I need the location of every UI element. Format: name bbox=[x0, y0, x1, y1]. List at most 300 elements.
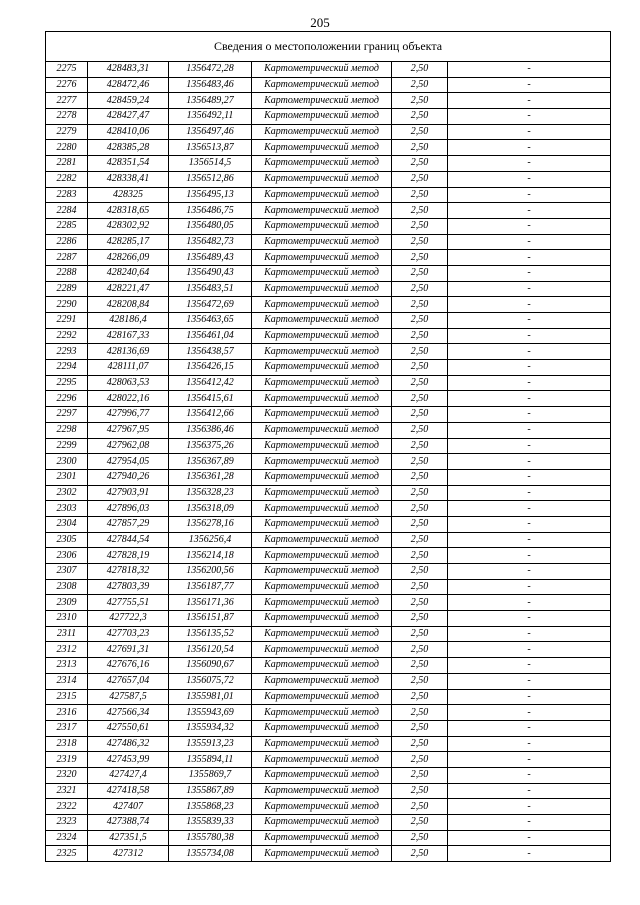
y-coordinate-cell: 1356075,72 bbox=[169, 673, 252, 689]
description-cell: - bbox=[448, 767, 611, 783]
method-cell: Картометрический метод bbox=[252, 469, 392, 485]
point-number-cell: 2306 bbox=[46, 548, 88, 564]
method-cell: Картометрический метод bbox=[252, 93, 392, 109]
table-row bbox=[46, 124, 611, 140]
point-number-cell: 2300 bbox=[46, 454, 88, 470]
table-row bbox=[46, 611, 611, 627]
y-coordinate-cell: 1356492,11 bbox=[169, 109, 252, 125]
x-coordinate-cell: 428318,65 bbox=[88, 203, 169, 219]
point-number-cell: 2283 bbox=[46, 187, 88, 203]
x-coordinate-cell: 427996,77 bbox=[88, 407, 169, 423]
y-coordinate-cell: 1355981,01 bbox=[169, 689, 252, 705]
accuracy-cell: 2,50 bbox=[392, 281, 448, 297]
table-row bbox=[46, 93, 611, 109]
description-cell: - bbox=[448, 375, 611, 391]
x-coordinate-cell: 428111,07 bbox=[88, 360, 169, 376]
description-cell: - bbox=[448, 360, 611, 376]
method-cell: Картометрический метод bbox=[252, 595, 392, 611]
method-cell: Картометрический метод bbox=[252, 391, 392, 407]
point-number-cell: 2290 bbox=[46, 297, 88, 313]
description-cell: - bbox=[448, 124, 611, 140]
x-coordinate-cell: 427844,54 bbox=[88, 532, 169, 548]
accuracy-cell: 2,50 bbox=[392, 658, 448, 674]
y-coordinate-cell: 1356375,26 bbox=[169, 438, 252, 454]
accuracy-cell: 2,50 bbox=[392, 815, 448, 831]
point-number-cell: 2321 bbox=[46, 783, 88, 799]
x-coordinate-cell: 428240,64 bbox=[88, 265, 169, 281]
x-coordinate-cell: 428410,06 bbox=[88, 124, 169, 140]
x-coordinate-cell: 428221,47 bbox=[88, 281, 169, 297]
x-coordinate-cell: 427940,26 bbox=[88, 469, 169, 485]
point-number-cell: 2282 bbox=[46, 171, 88, 187]
x-coordinate-cell: 427566,34 bbox=[88, 705, 169, 721]
description-cell: - bbox=[448, 250, 611, 266]
description-cell: - bbox=[448, 815, 611, 831]
accuracy-cell: 2,50 bbox=[392, 203, 448, 219]
accuracy-cell: 2,50 bbox=[392, 297, 448, 313]
table-row bbox=[46, 595, 611, 611]
table-row bbox=[46, 705, 611, 721]
point-number-cell: 2284 bbox=[46, 203, 88, 219]
x-coordinate-cell: 427550,61 bbox=[88, 720, 169, 736]
accuracy-cell: 2,50 bbox=[392, 422, 448, 438]
description-cell: - bbox=[448, 532, 611, 548]
point-number-cell: 2280 bbox=[46, 140, 88, 156]
x-coordinate-cell: 427657,04 bbox=[88, 673, 169, 689]
y-coordinate-cell: 1356486,75 bbox=[169, 203, 252, 219]
method-cell: Картометрический метод bbox=[252, 673, 392, 689]
method-cell: Картометрический метод bbox=[252, 485, 392, 501]
method-cell: Картометрический метод bbox=[252, 548, 392, 564]
y-coordinate-cell: 1356278,16 bbox=[169, 516, 252, 532]
y-coordinate-cell: 1356318,09 bbox=[169, 501, 252, 517]
table-row bbox=[46, 626, 611, 642]
description-cell: - bbox=[448, 93, 611, 109]
method-cell: Картометрический метод bbox=[252, 799, 392, 815]
x-coordinate-cell: 427486,32 bbox=[88, 736, 169, 752]
x-coordinate-cell: 427903,91 bbox=[88, 485, 169, 501]
method-cell: Картометрический метод bbox=[252, 454, 392, 470]
table-row bbox=[46, 250, 611, 266]
y-coordinate-cell: 1356482,73 bbox=[169, 234, 252, 250]
method-cell: Картометрический метод bbox=[252, 187, 392, 203]
y-coordinate-cell: 1356200,56 bbox=[169, 564, 252, 580]
x-coordinate-cell: 428266,09 bbox=[88, 250, 169, 266]
description-cell: - bbox=[448, 109, 611, 125]
accuracy-cell: 2,50 bbox=[392, 171, 448, 187]
y-coordinate-cell: 1356472,69 bbox=[169, 297, 252, 313]
method-cell: Картометрический метод bbox=[252, 77, 392, 93]
point-number-cell: 2291 bbox=[46, 313, 88, 329]
x-coordinate-cell: 427722,3 bbox=[88, 611, 169, 627]
table-row bbox=[46, 783, 611, 799]
accuracy-cell: 2,50 bbox=[392, 93, 448, 109]
table-row bbox=[46, 548, 611, 564]
y-coordinate-cell: 1356120,54 bbox=[169, 642, 252, 658]
accuracy-cell: 2,50 bbox=[392, 611, 448, 627]
point-number-cell: 2324 bbox=[46, 830, 88, 846]
x-coordinate-cell: 427388,74 bbox=[88, 815, 169, 831]
y-coordinate-cell: 1356512,86 bbox=[169, 171, 252, 187]
point-number-cell: 2288 bbox=[46, 265, 88, 281]
table-row bbox=[46, 673, 611, 689]
table-row bbox=[46, 720, 611, 736]
description-cell: - bbox=[448, 344, 611, 360]
description-cell: - bbox=[448, 218, 611, 234]
point-number-cell: 2287 bbox=[46, 250, 88, 266]
y-coordinate-cell: 1356328,23 bbox=[169, 485, 252, 501]
y-coordinate-cell: 1356367,89 bbox=[169, 454, 252, 470]
x-coordinate-cell: 428186,4 bbox=[88, 313, 169, 329]
method-cell: Картометрический метод bbox=[252, 62, 392, 78]
point-number-cell: 2289 bbox=[46, 281, 88, 297]
table-row bbox=[46, 203, 611, 219]
table-body bbox=[46, 32, 611, 862]
method-cell: Картометрический метод bbox=[252, 658, 392, 674]
point-number-cell: 2303 bbox=[46, 501, 88, 517]
method-cell: Картометрический метод bbox=[252, 830, 392, 846]
y-coordinate-cell: 1356412,66 bbox=[169, 407, 252, 423]
accuracy-cell: 2,50 bbox=[392, 234, 448, 250]
method-cell: Картометрический метод bbox=[252, 313, 392, 329]
description-cell: - bbox=[448, 171, 611, 187]
table-row bbox=[46, 171, 611, 187]
description-cell: - bbox=[448, 203, 611, 219]
point-number-cell: 2301 bbox=[46, 469, 88, 485]
y-coordinate-cell: 1356361,28 bbox=[169, 469, 252, 485]
x-coordinate-cell: 427857,29 bbox=[88, 516, 169, 532]
y-coordinate-cell: 1356489,43 bbox=[169, 250, 252, 266]
y-coordinate-cell: 1356495,13 bbox=[169, 187, 252, 203]
description-cell: - bbox=[448, 705, 611, 721]
table-row bbox=[46, 767, 611, 783]
y-coordinate-cell: 1356135,52 bbox=[169, 626, 252, 642]
method-cell: Картометрический метод bbox=[252, 407, 392, 423]
point-number-cell: 2294 bbox=[46, 360, 88, 376]
accuracy-cell: 2,50 bbox=[392, 156, 448, 172]
point-number-cell: 2314 bbox=[46, 673, 88, 689]
x-coordinate-cell: 427691,31 bbox=[88, 642, 169, 658]
description-cell: - bbox=[448, 579, 611, 595]
x-coordinate-cell: 427803,39 bbox=[88, 579, 169, 595]
accuracy-cell: 2,50 bbox=[392, 642, 448, 658]
y-coordinate-cell: 1356386,46 bbox=[169, 422, 252, 438]
y-coordinate-cell: 1356171,36 bbox=[169, 595, 252, 611]
table-row bbox=[46, 218, 611, 234]
method-cell: Картометрический метод bbox=[252, 815, 392, 831]
description-cell: - bbox=[448, 846, 611, 862]
table-row bbox=[46, 328, 611, 344]
table-row bbox=[46, 516, 611, 532]
accuracy-cell: 2,50 bbox=[392, 564, 448, 580]
table-row bbox=[46, 846, 611, 862]
y-coordinate-cell: 1356497,46 bbox=[169, 124, 252, 140]
x-coordinate-cell: 427896,03 bbox=[88, 501, 169, 517]
accuracy-cell: 2,50 bbox=[392, 579, 448, 595]
method-cell: Картометрический метод bbox=[252, 579, 392, 595]
accuracy-cell: 2,50 bbox=[392, 720, 448, 736]
table-row bbox=[46, 658, 611, 674]
table-row bbox=[46, 438, 611, 454]
point-number-cell: 2302 bbox=[46, 485, 88, 501]
x-coordinate-cell: 427676,16 bbox=[88, 658, 169, 674]
x-coordinate-cell: 427967,95 bbox=[88, 422, 169, 438]
point-number-cell: 2320 bbox=[46, 767, 88, 783]
table-row bbox=[46, 156, 611, 172]
description-cell: - bbox=[448, 673, 611, 689]
x-coordinate-cell: 427587,5 bbox=[88, 689, 169, 705]
point-number-cell: 2312 bbox=[46, 642, 88, 658]
y-coordinate-cell: 1355934,32 bbox=[169, 720, 252, 736]
method-cell: Картометрический метод bbox=[252, 328, 392, 344]
y-coordinate-cell: 1356090,67 bbox=[169, 658, 252, 674]
description-cell: - bbox=[448, 62, 611, 78]
y-coordinate-cell: 1356412,42 bbox=[169, 375, 252, 391]
description-cell: - bbox=[448, 626, 611, 642]
y-coordinate-cell: 1356483,46 bbox=[169, 77, 252, 93]
y-coordinate-cell: 1355734,08 bbox=[169, 846, 252, 862]
accuracy-cell: 2,50 bbox=[392, 344, 448, 360]
table-row bbox=[46, 391, 611, 407]
table-row bbox=[46, 736, 611, 752]
accuracy-cell: 2,50 bbox=[392, 469, 448, 485]
description-cell: - bbox=[448, 720, 611, 736]
description-cell: - bbox=[448, 438, 611, 454]
method-cell: Картометрический метод bbox=[252, 611, 392, 627]
method-cell: Картометрический метод bbox=[252, 705, 392, 721]
method-cell: Картометрический метод bbox=[252, 767, 392, 783]
accuracy-cell: 2,50 bbox=[392, 548, 448, 564]
table-row bbox=[46, 62, 611, 78]
point-number-cell: 2296 bbox=[46, 391, 88, 407]
table-row bbox=[46, 140, 611, 156]
accuracy-cell: 2,50 bbox=[392, 830, 448, 846]
table-row bbox=[46, 407, 611, 423]
method-cell: Картометрический метод bbox=[252, 218, 392, 234]
table-row bbox=[46, 454, 611, 470]
method-cell: Картометрический метод bbox=[252, 109, 392, 125]
table-row bbox=[46, 579, 611, 595]
point-number-cell: 2276 bbox=[46, 77, 88, 93]
method-cell: Картометрический метод bbox=[252, 344, 392, 360]
method-cell: Картометрический метод bbox=[252, 265, 392, 281]
point-number-cell: 2292 bbox=[46, 328, 88, 344]
y-coordinate-cell: 1355943,69 bbox=[169, 705, 252, 721]
page-number: 205 bbox=[310, 15, 330, 30]
x-coordinate-cell: 428285,17 bbox=[88, 234, 169, 250]
y-coordinate-cell: 1356187,77 bbox=[169, 579, 252, 595]
table-row bbox=[46, 281, 611, 297]
y-coordinate-cell: 1355869,7 bbox=[169, 767, 252, 783]
description-cell: - bbox=[448, 297, 611, 313]
point-number-cell: 2308 bbox=[46, 579, 88, 595]
table-row bbox=[46, 799, 611, 815]
accuracy-cell: 2,50 bbox=[392, 595, 448, 611]
table-row bbox=[46, 815, 611, 831]
table-row bbox=[46, 375, 611, 391]
table-row bbox=[46, 830, 611, 846]
point-number-cell: 2278 bbox=[46, 109, 88, 125]
method-cell: Картометрический метод bbox=[252, 140, 392, 156]
accuracy-cell: 2,50 bbox=[392, 407, 448, 423]
y-coordinate-cell: 1356514,5 bbox=[169, 156, 252, 172]
table-row bbox=[46, 642, 611, 658]
y-coordinate-cell: 1356513,87 bbox=[169, 140, 252, 156]
point-number-cell: 2319 bbox=[46, 752, 88, 768]
point-number-cell: 2323 bbox=[46, 815, 88, 831]
accuracy-cell: 2,50 bbox=[392, 109, 448, 125]
x-coordinate-cell: 427312 bbox=[88, 846, 169, 862]
description-cell: - bbox=[448, 799, 611, 815]
description-cell: - bbox=[448, 422, 611, 438]
point-number-cell: 2307 bbox=[46, 564, 88, 580]
x-coordinate-cell: 428472,46 bbox=[88, 77, 169, 93]
y-coordinate-cell: 1355894,11 bbox=[169, 752, 252, 768]
table-row bbox=[46, 77, 611, 93]
description-cell: - bbox=[448, 391, 611, 407]
method-cell: Картометрический метод bbox=[252, 752, 392, 768]
accuracy-cell: 2,50 bbox=[392, 626, 448, 642]
description-cell: - bbox=[448, 313, 611, 329]
point-number-cell: 2304 bbox=[46, 516, 88, 532]
point-number-cell: 2305 bbox=[46, 532, 88, 548]
method-cell: Картометрический метод bbox=[252, 156, 392, 172]
table-row bbox=[46, 532, 611, 548]
point-number-cell: 2322 bbox=[46, 799, 88, 815]
point-number-cell: 2295 bbox=[46, 375, 88, 391]
accuracy-cell: 2,50 bbox=[392, 140, 448, 156]
table-row bbox=[46, 752, 611, 768]
boundary-coordinates-table bbox=[45, 31, 611, 862]
method-cell: Картометрический метод bbox=[252, 626, 392, 642]
x-coordinate-cell: 428167,33 bbox=[88, 328, 169, 344]
y-coordinate-cell: 1356472,28 bbox=[169, 62, 252, 78]
method-cell: Картометрический метод bbox=[252, 250, 392, 266]
accuracy-cell: 2,50 bbox=[392, 454, 448, 470]
accuracy-cell: 2,50 bbox=[392, 77, 448, 93]
point-number-cell: 2317 bbox=[46, 720, 88, 736]
accuracy-cell: 2,50 bbox=[392, 62, 448, 78]
x-coordinate-cell: 428338,41 bbox=[88, 171, 169, 187]
description-cell: - bbox=[448, 516, 611, 532]
accuracy-cell: 2,50 bbox=[392, 391, 448, 407]
table-row bbox=[46, 234, 611, 250]
accuracy-cell: 2,50 bbox=[392, 516, 448, 532]
y-coordinate-cell: 1355867,89 bbox=[169, 783, 252, 799]
description-cell: - bbox=[448, 140, 611, 156]
method-cell: Картометрический метод bbox=[252, 203, 392, 219]
x-coordinate-cell: 427407 bbox=[88, 799, 169, 815]
point-number-cell: 2299 bbox=[46, 438, 88, 454]
x-coordinate-cell: 428022,16 bbox=[88, 391, 169, 407]
description-cell: - bbox=[448, 77, 611, 93]
table-row bbox=[46, 564, 611, 580]
description-cell: - bbox=[448, 407, 611, 423]
description-cell: - bbox=[448, 485, 611, 501]
description-cell: - bbox=[448, 830, 611, 846]
accuracy-cell: 2,50 bbox=[392, 752, 448, 768]
point-number-cell: 2311 bbox=[46, 626, 88, 642]
method-cell: Картометрический метод bbox=[252, 438, 392, 454]
point-number-cell: 2277 bbox=[46, 93, 88, 109]
description-cell: - bbox=[448, 689, 611, 705]
table-row bbox=[46, 469, 611, 485]
description-cell: - bbox=[448, 595, 611, 611]
y-coordinate-cell: 1356463,65 bbox=[169, 313, 252, 329]
y-coordinate-cell: 1355868,23 bbox=[169, 799, 252, 815]
accuracy-cell: 2,50 bbox=[392, 250, 448, 266]
y-coordinate-cell: 1356256,4 bbox=[169, 532, 252, 548]
method-cell: Картометрический метод bbox=[252, 846, 392, 862]
accuracy-cell: 2,50 bbox=[392, 736, 448, 752]
accuracy-cell: 2,50 bbox=[392, 218, 448, 234]
y-coordinate-cell: 1355839,33 bbox=[169, 815, 252, 831]
y-coordinate-cell: 1355780,38 bbox=[169, 830, 252, 846]
accuracy-cell: 2,50 bbox=[392, 328, 448, 344]
description-cell: - bbox=[448, 454, 611, 470]
description-cell: - bbox=[448, 611, 611, 627]
accuracy-cell: 2,50 bbox=[392, 705, 448, 721]
method-cell: Картометрический метод bbox=[252, 642, 392, 658]
method-cell: Картометрический метод bbox=[252, 281, 392, 297]
accuracy-cell: 2,50 bbox=[392, 673, 448, 689]
description-cell: - bbox=[448, 658, 611, 674]
table-row bbox=[46, 313, 611, 329]
x-coordinate-cell: 427427,4 bbox=[88, 767, 169, 783]
description-cell: - bbox=[448, 783, 611, 799]
method-cell: Картометрический метод bbox=[252, 720, 392, 736]
x-coordinate-cell: 427828,19 bbox=[88, 548, 169, 564]
table-row bbox=[46, 109, 611, 125]
y-coordinate-cell: 1356415,61 bbox=[169, 391, 252, 407]
description-cell: - bbox=[448, 328, 611, 344]
point-number-cell: 2313 bbox=[46, 658, 88, 674]
x-coordinate-cell: 428459,24 bbox=[88, 93, 169, 109]
point-number-cell: 2316 bbox=[46, 705, 88, 721]
x-coordinate-cell: 428208,84 bbox=[88, 297, 169, 313]
accuracy-cell: 2,50 bbox=[392, 846, 448, 862]
accuracy-cell: 2,50 bbox=[392, 689, 448, 705]
y-coordinate-cell: 1356438,57 bbox=[169, 344, 252, 360]
method-cell: Картометрический метод bbox=[252, 501, 392, 517]
method-cell: Картометрический метод bbox=[252, 360, 392, 376]
method-cell: Картометрический метод bbox=[252, 422, 392, 438]
x-coordinate-cell: 428302,92 bbox=[88, 218, 169, 234]
point-number-cell: 2309 bbox=[46, 595, 88, 611]
x-coordinate-cell: 428427,47 bbox=[88, 109, 169, 125]
point-number-cell: 2285 bbox=[46, 218, 88, 234]
y-coordinate-cell: 1356151,87 bbox=[169, 611, 252, 627]
description-cell: - bbox=[448, 281, 611, 297]
description-cell: - bbox=[448, 156, 611, 172]
x-coordinate-cell: 427703,23 bbox=[88, 626, 169, 642]
method-cell: Картометрический метод bbox=[252, 234, 392, 250]
point-number-cell: 2315 bbox=[46, 689, 88, 705]
method-cell: Картометрический метод bbox=[252, 564, 392, 580]
description-cell: - bbox=[448, 548, 611, 564]
accuracy-cell: 2,50 bbox=[392, 799, 448, 815]
table-row bbox=[46, 187, 611, 203]
point-number-cell: 2318 bbox=[46, 736, 88, 752]
y-coordinate-cell: 1356490,43 bbox=[169, 265, 252, 281]
method-cell: Картометрический метод bbox=[252, 736, 392, 752]
description-cell: - bbox=[448, 642, 611, 658]
x-coordinate-cell: 428325 bbox=[88, 187, 169, 203]
accuracy-cell: 2,50 bbox=[392, 360, 448, 376]
accuracy-cell: 2,50 bbox=[392, 375, 448, 391]
accuracy-cell: 2,50 bbox=[392, 783, 448, 799]
table-title-row bbox=[46, 32, 611, 62]
